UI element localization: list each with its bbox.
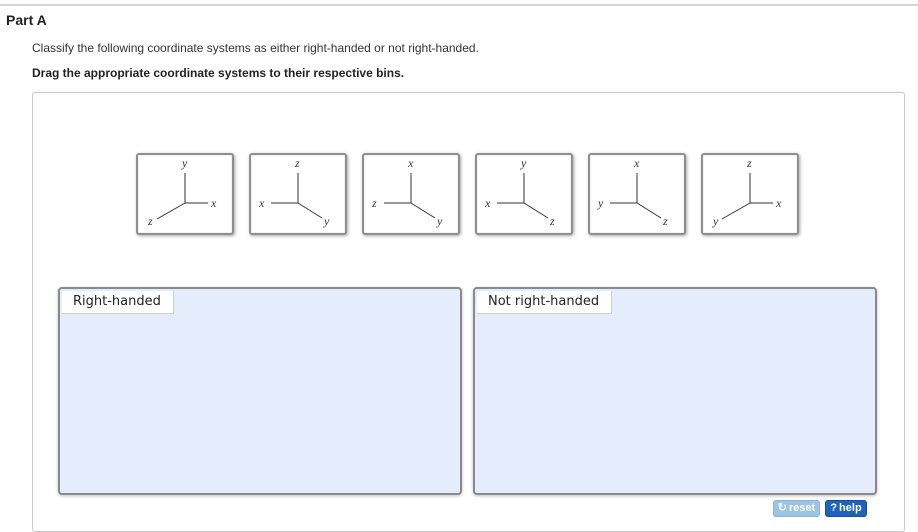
axis-label-diagonal: y <box>713 214 719 228</box>
top-divider <box>0 4 918 6</box>
axis-label-diagonal: y <box>324 214 330 228</box>
reset-label: reset <box>788 502 816 514</box>
axes-diagram <box>703 155 797 233</box>
coordinate-system-tile[interactable] <box>588 153 686 235</box>
axis-label-up: y <box>521 156 527 170</box>
coordinate-system-tile[interactable] <box>701 153 799 235</box>
reset-button[interactable] <box>773 500 820 517</box>
axes-diagram <box>138 155 232 233</box>
axis-label-horizontal: z <box>372 196 377 210</box>
axis-label-up: z <box>295 156 300 170</box>
axis-label-diagonal: z <box>148 214 153 228</box>
bin-label: Right-handed <box>62 291 174 314</box>
axes-diagram <box>364 155 458 233</box>
axis-label-diagonal: y <box>437 214 443 228</box>
drag-instruction-text: Drag the appropriate coordinate systems to their respective bins. <box>32 66 405 80</box>
help-button[interactable] <box>825 500 867 517</box>
axis-label-up: x <box>408 156 414 170</box>
help-label: help <box>839 502 862 514</box>
axis-label-diagonal: z <box>550 214 555 228</box>
axis-label-up: y <box>182 156 188 170</box>
axis-label-horizontal: x <box>776 196 782 210</box>
axis-label-horizontal: x <box>485 196 491 210</box>
axes-diagram <box>477 155 571 233</box>
coordinate-system-tile[interactable] <box>362 153 460 235</box>
bin-right-handed[interactable] <box>58 287 462 495</box>
bin-not-right-handed[interactable] <box>473 287 877 495</box>
axis-label-horizontal: x <box>259 196 265 210</box>
help-icon: ? <box>830 502 838 514</box>
axis-label-up: z <box>747 156 752 170</box>
reset-icon: ↻ <box>777 502 787 514</box>
axis-label-horizontal: x <box>211 196 217 210</box>
part-title: Part A <box>6 12 47 28</box>
axis-label-up: x <box>634 156 640 170</box>
axes-diagram <box>590 155 684 233</box>
axes-diagram <box>251 155 345 233</box>
axis-label-horizontal: y <box>598 196 604 210</box>
coordinate-system-tile[interactable] <box>136 153 234 235</box>
bin-label: Not right-handed <box>477 291 612 314</box>
instruction-text: Classify the following coordinate systems as either right-handed or not right-handed. <box>32 41 479 55</box>
coordinate-system-tile[interactable] <box>475 153 573 235</box>
coordinate-system-tile[interactable] <box>249 153 347 235</box>
axis-label-diagonal: z <box>663 214 668 228</box>
